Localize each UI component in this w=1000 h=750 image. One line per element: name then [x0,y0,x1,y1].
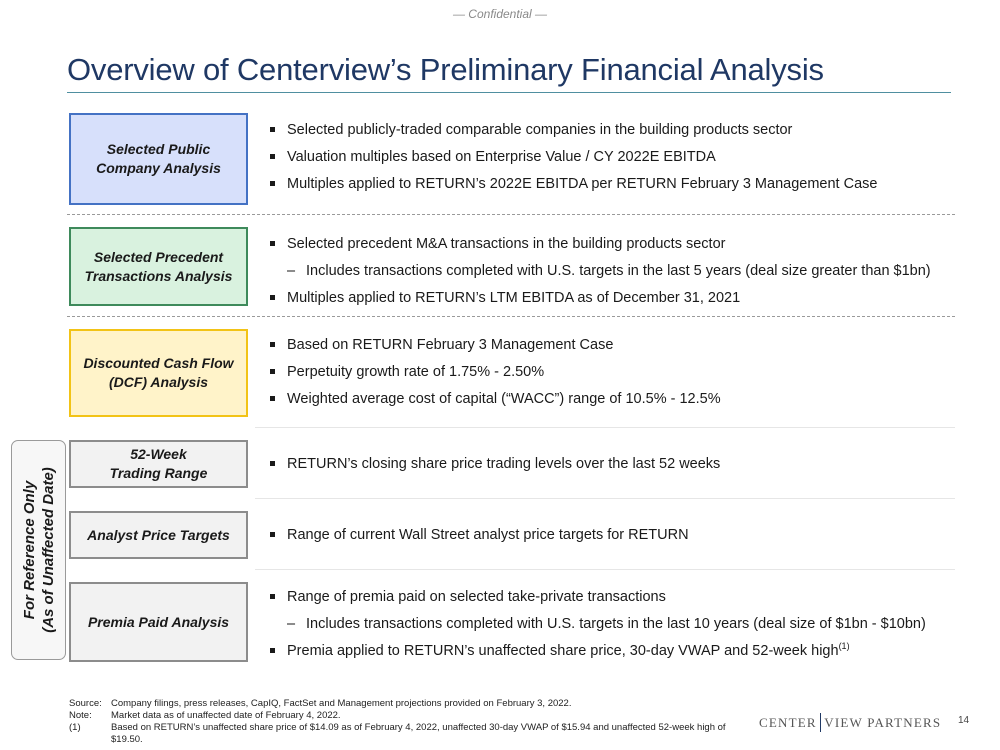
centerview-logo [759,713,941,732]
footnotes [69,698,756,746]
section-divider [67,214,955,215]
section-divider [67,316,955,317]
section-label-52-week [69,440,248,488]
logo-text-left: CENTER [759,715,817,730]
bullet-item [270,641,926,668]
section-label-premia-paid [69,582,248,662]
section-label-line: Selected Public [106,141,211,157]
bullet-item: Valuation multiples based on Enterprise Value / CY 2022E EBITDA [270,147,877,174]
bullet-item: Range of premia paid on selected take-private transactions [270,587,926,614]
bullet-list-public-company [270,120,877,201]
bullet-item: RETURN’s closing share price trading levels over the last 52 weeks [270,454,720,481]
footnote-text: Company filings, press releases, CapIQ, FactSet and Management projections provided on February 3, 2022. [111,698,572,709]
bullet-list-precedent-transactions [270,234,931,315]
logo-text-right: VIEW PARTNERS [824,715,942,730]
bullet-item: Multiples applied to RETURN’s LTM EBITDA as of December 31, 2021 [270,288,931,315]
section-label-line: 52-Week [130,446,187,462]
bullet-text: Premia applied to RETURN’s unaffected share price, 30-day VWAP and 52-week high [287,643,839,659]
section-divider [255,498,955,499]
footnote-ref: (1) [838,641,850,652]
reference-label-line: For Reference Only [21,480,38,620]
reference-label [20,467,58,633]
section-label-public-company [69,113,248,205]
footnote-key: Note: [69,710,92,721]
bullet-list-analyst-targets [270,525,689,552]
section-label-line: Company Analysis [96,160,221,176]
bullet-list-52-week [270,454,720,481]
bullet-item: Weighted average cost of capital (“WACC”) range of 10.5% - 12.5% [270,389,721,416]
section-divider [255,427,955,428]
bullet-item: Range of current Wall Street analyst price targets for RETURN [270,525,689,552]
sub-bullet-item: – Includes transactions completed with U.S. targets in the last 10 years (deal size of $1bn - $10bn) [270,614,926,641]
section-label-line: Discounted Cash Flow [83,355,234,371]
section-label-line: (DCF) Analysis [108,374,209,390]
section-label-line: Trading Range [109,465,208,481]
section-label-line: Transactions Analysis [84,267,233,284]
page-title: Overview of Centerview’s Preliminary Financial Analysis [67,52,824,87]
footnote-key: (1) [69,722,81,733]
page-number: 14 [958,715,970,726]
confidential-label: — Confidential — [452,7,548,21]
section-label-precedent-transactions [69,227,248,306]
sub-bullet-item: – Includes transactions completed with U.S. targets in the last 5 years (deal size greater than $1bn) [270,261,931,288]
section-label-dcf [69,329,248,417]
footnote-row [69,722,756,746]
bullet-list-dcf [270,335,721,416]
bullet-item: Perpetuity growth rate of 1.75% - 2.50% [270,362,721,389]
section-label-line: Selected Precedent [93,248,224,265]
bullet-item: Multiples applied to RETURN’s 2022E EBITDA per RETURN February 3 Management Case [270,174,877,201]
logo-divider [820,713,822,732]
bullet-item: Based on RETURN February 3 Management Case [270,335,721,362]
bullet-item: Selected precedent M&A transactions in the building products sector [270,234,931,261]
section-divider [255,569,955,570]
footnote-text: Based on RETURN’s unaffected share price of $14.09 as of February 4, 2022, unaffected 30-day VWAP of $15.94 and unaffected 52-week high of $19.50. [111,722,726,745]
section-label-analyst-targets [69,511,248,559]
title-underline [67,92,951,93]
bullet-list-premia-paid [270,587,926,668]
footnote-key: Source: [69,698,102,709]
footnote-row [69,710,756,722]
footnote-text: Market data as of unaffected date of February 4, 2022. [111,710,341,721]
bullet-item: Selected publicly-traded comparable companies in the building products sector [270,120,877,147]
section-label-line: Premia Paid Analysis [87,613,230,630]
section-label-line: Analyst Price Targets [87,526,230,543]
footnote-row [69,698,756,710]
reference-label-line: (As of Unaffected Date) [40,467,57,633]
